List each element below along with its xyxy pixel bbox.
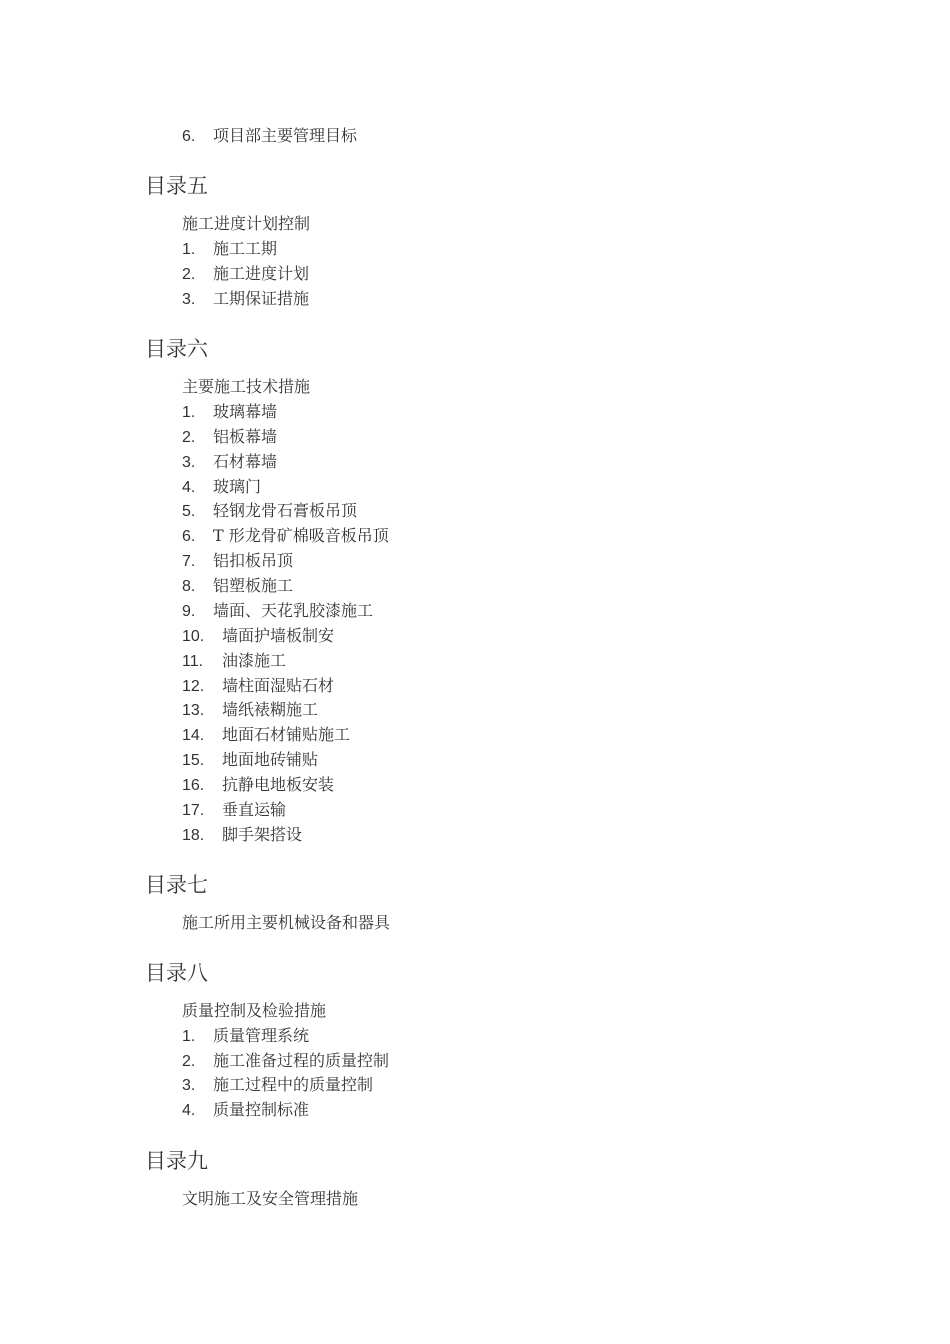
section-heading: 目录八 — [145, 961, 208, 985]
toc-item — [182, 551, 293, 572]
item-number: 16. — [182, 777, 205, 794]
item-label: 脚手架搭设 — [222, 825, 303, 844]
item-number: 4. — [182, 479, 196, 496]
toc-item — [182, 239, 277, 260]
toc-item — [182, 477, 261, 498]
item-label: 地面石材铺贴施工 — [222, 725, 351, 744]
toc-item — [182, 526, 389, 547]
section-heading: 目录九 — [145, 1149, 208, 1173]
toc-item — [182, 1100, 309, 1121]
item-label: 铝扣板吊顶 — [213, 551, 294, 570]
toc-item — [182, 626, 334, 647]
item-label: 玻璃门 — [213, 477, 262, 496]
item-label: 工期保证措施 — [213, 289, 310, 308]
item-label: 墙柱面湿贴石材 — [222, 676, 335, 695]
toc-item — [182, 800, 286, 821]
item-number: 11. — [182, 653, 204, 670]
toc-item — [182, 725, 350, 746]
item-number: 13. — [182, 702, 205, 719]
toc-item — [182, 576, 293, 597]
item-label: 墙面护墙板制安 — [222, 626, 335, 645]
item-number: 2. — [182, 1053, 196, 1070]
item-label: 铝塑板施工 — [213, 576, 294, 595]
toc-item — [182, 1026, 309, 1047]
toc-item — [182, 750, 318, 771]
item-number: 4. — [182, 1102, 196, 1119]
item-number: 5. — [182, 503, 196, 520]
item-label: 玻璃幕墙 — [213, 402, 278, 421]
item-number: 18. — [182, 827, 205, 844]
toc-item — [182, 676, 334, 697]
toc-item — [182, 452, 277, 473]
section-heading: 目录五 — [145, 174, 208, 198]
toc-item — [182, 1075, 373, 1096]
item-label: 轻钢龙骨石膏板吊顶 — [213, 501, 358, 520]
toc-item — [182, 264, 309, 285]
item-label: 铝板幕墙 — [213, 427, 278, 446]
section-heading: 目录六 — [145, 337, 208, 361]
section-title: 文明施工及安全管理措施 — [182, 1189, 359, 1208]
section-title: 主要施工技术措施 — [182, 377, 311, 396]
item-number: 17. — [182, 802, 205, 819]
item-number: 3. — [182, 1077, 196, 1094]
section-title: 施工所用主要机械设备和器具 — [182, 913, 391, 932]
item-label: 油漆施工 — [222, 651, 287, 670]
item-number: 1. — [182, 404, 196, 421]
item-label: 施工工期 — [213, 239, 278, 258]
item-label: 墙纸裱糊施工 — [222, 700, 319, 719]
item-number: 8. — [182, 578, 196, 595]
item-label: 墙面、天花乳胶漆施工 — [213, 601, 374, 620]
item-number: 12. — [182, 678, 205, 695]
item-number: 7. — [182, 553, 196, 570]
toc-item — [182, 775, 334, 796]
toc-item — [182, 825, 302, 846]
toc-item — [182, 501, 357, 522]
toc-item — [182, 1051, 389, 1072]
item-label: 项目部主要管理目标 — [213, 126, 358, 145]
item-number: 6. — [182, 128, 196, 145]
toc-item — [182, 700, 318, 721]
item-label: 地面地砖铺贴 — [222, 750, 319, 769]
toc-item — [182, 601, 373, 622]
toc-item — [182, 126, 357, 147]
item-label: 施工准备过程的质量控制 — [213, 1051, 390, 1070]
section-title: 施工进度计划控制 — [182, 214, 311, 233]
item-number: 3. — [182, 291, 196, 308]
item-label: 垂直运输 — [222, 800, 287, 819]
item-label: 施工进度计划 — [213, 264, 310, 283]
section-title: 质量控制及检验措施 — [182, 1001, 327, 1020]
item-number: 3. — [182, 454, 196, 471]
item-number: 14. — [182, 727, 205, 744]
toc-item — [182, 427, 277, 448]
toc-item — [182, 651, 286, 672]
item-number: 2. — [182, 266, 196, 283]
toc-item — [182, 289, 309, 310]
item-number: 10. — [182, 628, 205, 645]
section-heading: 目录七 — [145, 873, 208, 897]
item-number: 1. — [182, 1028, 196, 1045]
item-label: 质量控制标准 — [213, 1100, 310, 1119]
item-number: 2. — [182, 429, 196, 446]
item-label: 抗静电地板安装 — [222, 775, 335, 794]
item-label: 施工过程中的质量控制 — [213, 1075, 374, 1094]
item-label: 石材幕墙 — [213, 452, 278, 471]
item-number: 15. — [182, 752, 205, 769]
toc-item — [182, 402, 277, 423]
item-label: T 形龙骨矿棉吸音板吊顶 — [213, 526, 389, 545]
item-number: 9. — [182, 603, 196, 620]
item-number: 6. — [182, 528, 196, 545]
item-number: 1. — [182, 241, 196, 258]
item-label: 质量管理系统 — [213, 1026, 310, 1045]
